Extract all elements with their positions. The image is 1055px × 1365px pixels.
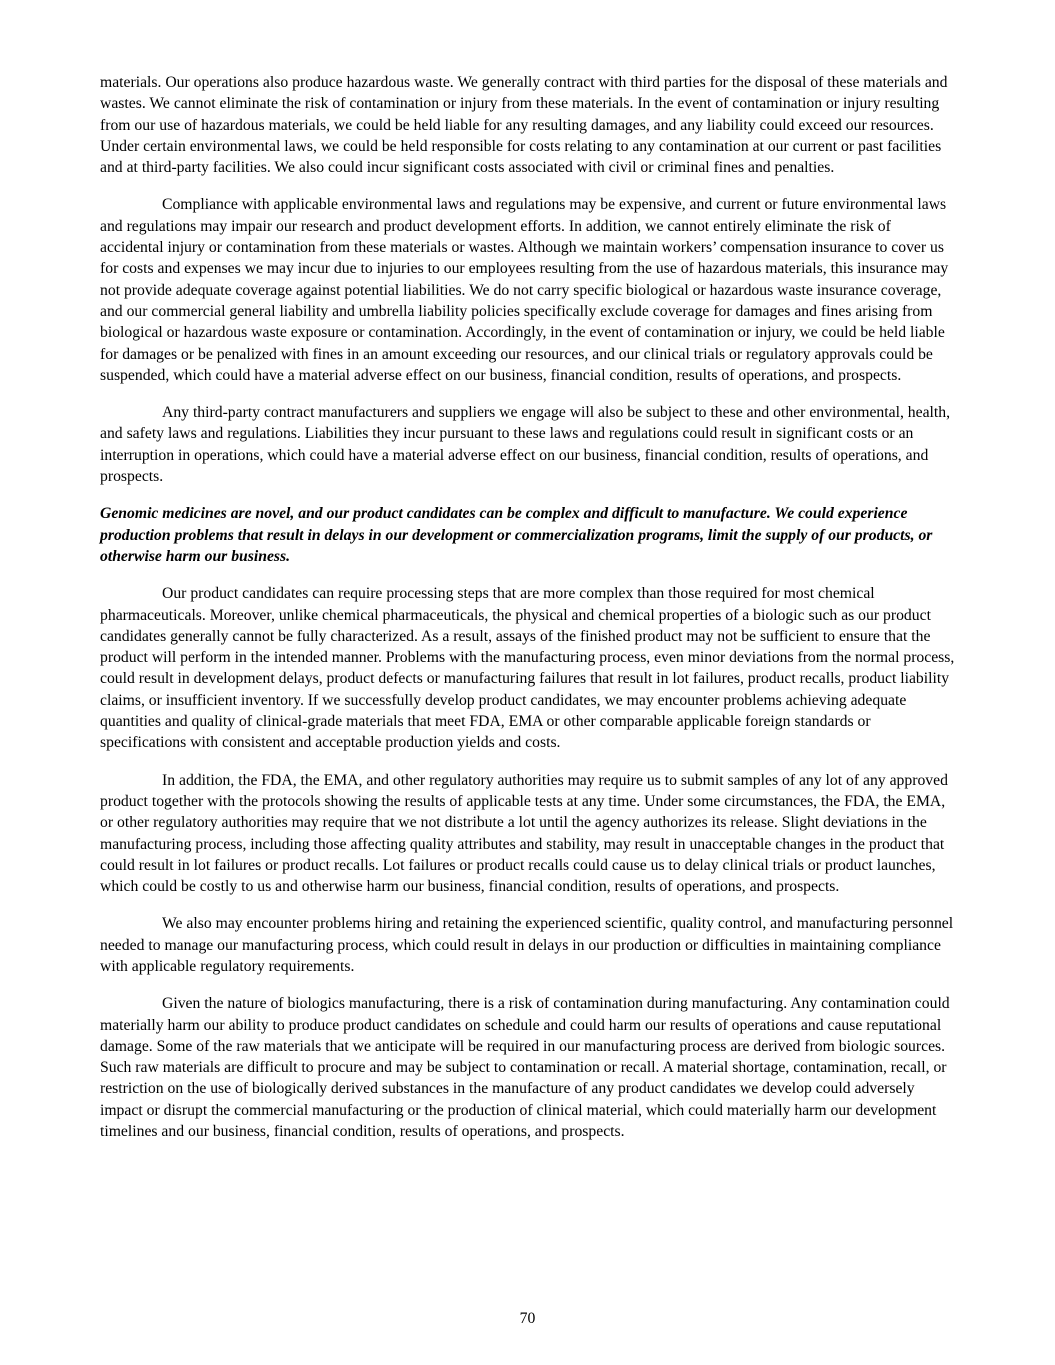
paragraph-processing-steps: Our product candidates can require processing steps that are more complex than those required for most chemical pharmaceuticals. Moreover, unlike chemical pharmaceuticals, the physical and chemical properties of a biologic such as our product candidates generally cannot be fully characterized. As a result, assays of the finished product may not be sufficient to ensure that the product will perform in the intended manner. Problems with the manufacturing process, even minor deviations from the normal process, could result in development delays, product defects or manufacturing failures that result in lot failures, product recalls, product liability claims, or insufficient inventory. If we successfully develop product candidates, we may encounter problems achieving adequate quantities and quality of clinical-grade materials that meet FDA, EMA or other comparable applicable foreign standards or specifications with consistent and acceptable production yields and costs. (100, 585, 955, 752)
page-number: 70 (519, 1310, 536, 1327)
paragraph-fda-ema-samples: In addition, the FDA, the EMA, and other regulatory authorities may require us to submit samples of any lot of any approved product together with the protocols showing the results of applicable tests at any time. Under some circumstances, the FDA, the EMA, or other regulatory authorities may require that we not distribute a lot until the agency authorizes its release. Slight deviations in the manufacturing process, including those affecting quality attributes and stability, may result in unacceptable changes in the product that could result in lot failures or product recalls. Lot failures or product recalls could cause us to delay clinical trials or product launches, which could be costly to us and otherwise harm our business, financial condition, results of operations, and prospects. (100, 771, 948, 896)
paragraph-compliance-environmental: Compliance with applicable environmental laws and regulations may be expensive, and current or future environmental laws and regulations may impair our research and product development efforts. In addition, we cannot entirely eliminate the risk of accidental injury or contamination from these materials or wastes. Although we maintain workers’ compensation insurance to cover us for costs and expenses we may incur due to injuries to our employees resulting from the use of hazardous materials, this insurance may not provide adequate coverage against potential liabilities. We do not carry specific biological or hazardous waste insurance coverage, and our commercial general liability and umbrella liability policies specifically exclude coverage for damages and fines arising from biological or hazardous waste exposure or contamination. Accordingly, in the event of contamination or injury, we could be held liable for damages or be penalized with fines in an amount exceeding our resources, and our clinical trials or regulatory approvals could be suspended, which could have a material adverse effect on our business, financial condition, results of operations, and prospects. (100, 196, 949, 384)
paragraph-continuation: materials. Our operations also produce hazardous waste. We generally contract with third parties for the disposal of these materials and wastes. We cannot eliminate the risk of contamination or injury from these materials. In the event of contamination or injury resulting from our use of hazardous materials, we could be held liable for any resulting damages, and any liability could exceed our resources. Under certain environmental laws, we could be held responsible for costs relating to any contamination at our current or past facilities and at third-party facilities. We also could incur significant costs associated with civil or criminal fines and penalties. (100, 74, 948, 177)
paragraph-hiring-personnel: We also may encounter problems hiring and retaining the experienced scientific, quality control, and manufacturing personnel needed to manage our manufacturing process, which could result in delays in our production or difficulties in maintaining compliance with applicable regulatory requirements. (100, 915, 954, 975)
page-body-text (100, 72, 956, 1158)
paragraph-biologics-contamination: Given the nature of biologics manufacturing, there is a risk of contamination during manufacturing. Any contamination could materially harm our ability to produce product candidates on schedule and could harm our results of operations and cause reputational damage. Some of the raw materials that we anticipate will be required in our manufacturing process are derived from biologic sources. Such raw materials are difficult to procure and may be subject to contamination or recall. A material shortage, contamination, recall, or restriction on the use of biologically derived substances in the manufacture of any product candidates we develop could adversely impact or disrupt the commercial manufacturing or the production of clinical material, which could materially harm our development timelines and our business, financial condition, results of operations, and prospects. (100, 995, 950, 1141)
paragraph-third-party-manufacturers: Any third-party contract manufacturers and suppliers we engage will also be subject to these and other environmental, health, and safety laws and regulations. Liabilities they incur pursuant to these laws and regulations could result in significant costs or an interruption in operations, which could have a material adverse effect on our business, financial condition, results of operations, and prospects. (100, 404, 951, 486)
risk-factor-heading: Genomic medicines are novel, and our product candidates can be complex and difficult to manufacture. We could experience production problems that result in delays in our development or commercialization programs, limit the supply of our products, or otherwise harm our business. (100, 505, 933, 565)
